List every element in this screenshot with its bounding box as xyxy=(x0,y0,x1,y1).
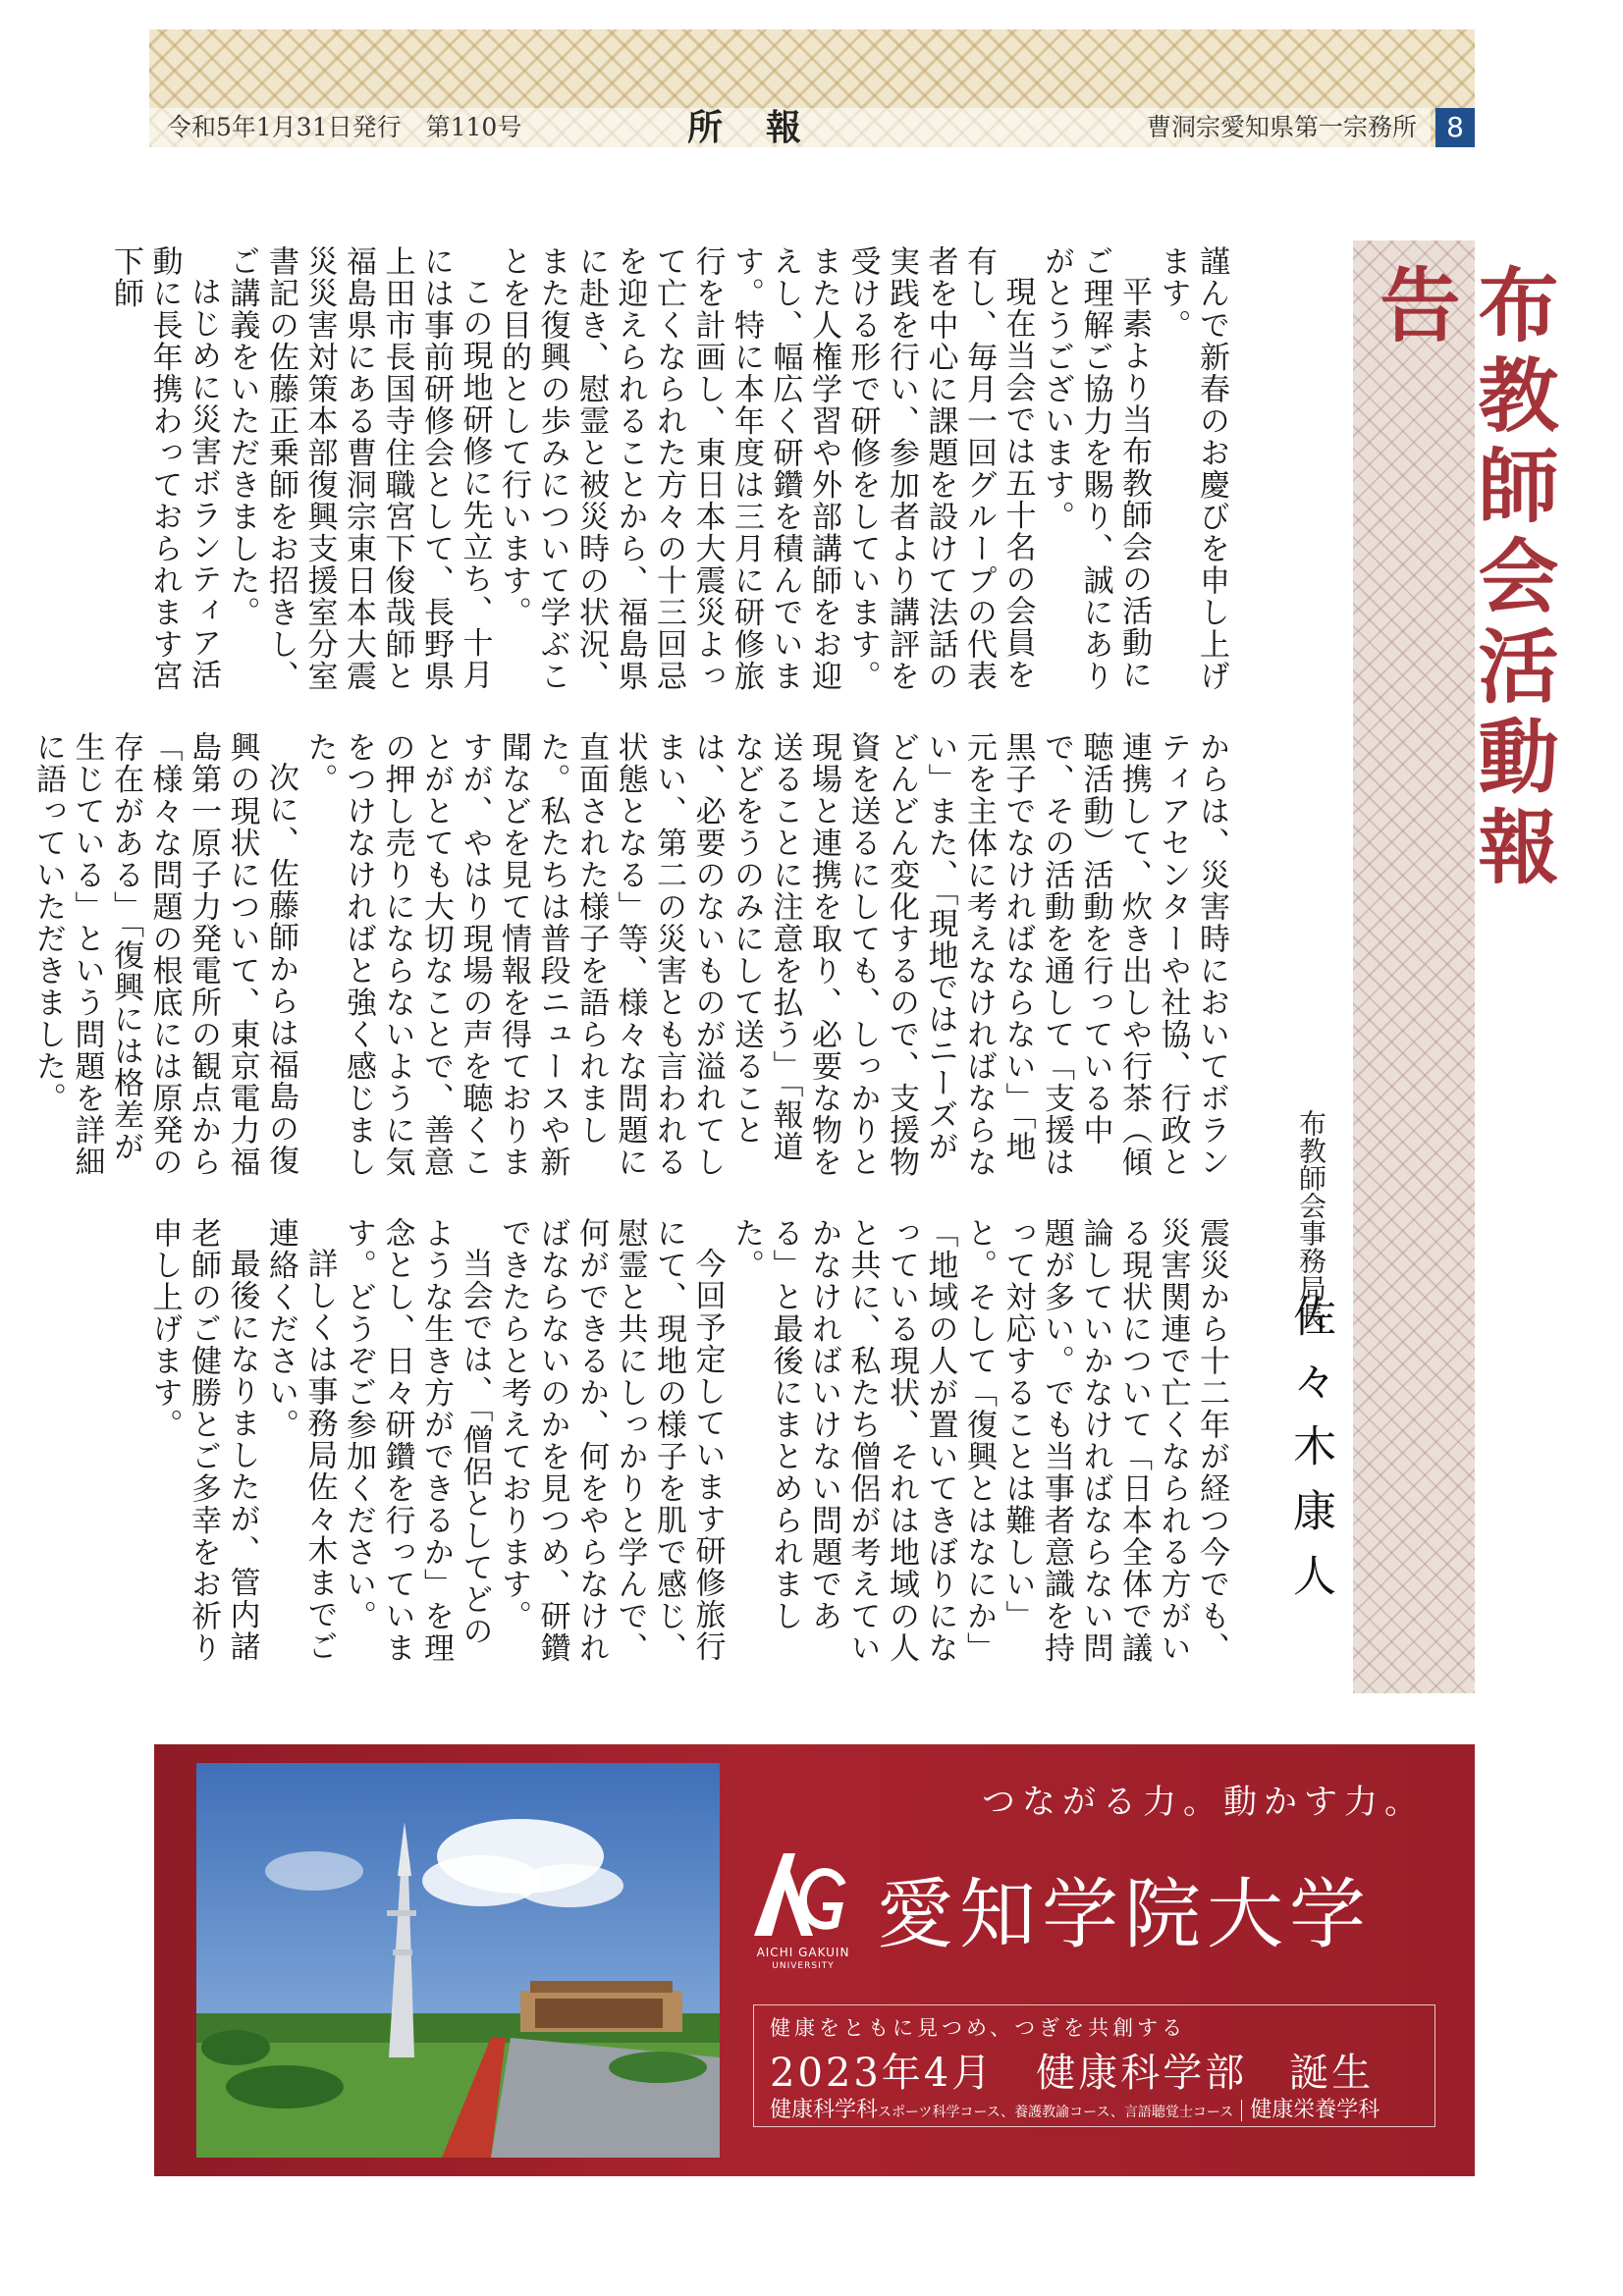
department-health-science: 健康科学科 xyxy=(770,2098,879,2122)
paragraph: 現在当会では五十名の会員を有し、毎月一回グループの代表者を中心に課題を設けて法話の実践を行い、参加者より講評を受ける形で研修をしています。また人権学習や外部講師をお迎えし、幅広く研鑽を積んでいます。特に本年度は三月に研修旅行を計画し、東日本大震災よって亡くなられた方々の十三回忌を迎えられることから、福島県に赴き、慰霊と被災時の状況、また復興の歩みについて学ぶことを目的として行います。 xyxy=(496,245,1036,692)
paragraph: 平素より当布教師会の活動にご理解ご協力を賜り、誠にありがとうございます。 xyxy=(1039,245,1152,692)
department-courses: スポーツ科学コース、養護教諭コース、言語聴覚士コース xyxy=(878,2105,1234,2120)
logo-caption xyxy=(739,1946,867,1973)
ad-tagline: つながる力。動かす力。 xyxy=(982,1783,1425,1822)
issue-date: 令和5年1月31日発行 第110号 xyxy=(167,113,522,141)
paragraph: この現地研修に先立ち、十月には事前研修会として、長野県上田市長国寺住職宮下俊哉師と福島県にある曹洞宗東日本大震災災害対策本部復興支援室分室書記の佐藤正乗師をお招きし、ご講義をいただきました。 xyxy=(224,245,493,692)
university-name: 愛知学院大学 xyxy=(877,1871,1373,1959)
department-divider xyxy=(1241,2100,1242,2121)
paragraph: 次に、佐藤師からは福島の復興の現状について、東京電力福島第一原子力発電所の観点から「様々な問題の根底には原発の存在がある」「復興には格差が生じている」という問題を詳細に語っていただきました。 xyxy=(30,731,298,1178)
department-nutrition: 健康栄養学科 xyxy=(1250,2098,1380,2122)
paragraph: 今回予定しています研修旅行にて、現地の様子を肌で感じ、慰霊と共にしっかりと学んで、何ができるか、何をやらなければならないのかを見つめ、研鑽できたらと考えております。 xyxy=(496,1217,726,1664)
paragraph: 謹んで新春のお慶びを申し上げます。 xyxy=(1155,245,1229,692)
office-name: 曹洞宗愛知県第一宗務所 xyxy=(1146,113,1417,141)
author-name: 佐々木康人 xyxy=(1285,1294,1335,1618)
ad-departments xyxy=(770,2093,1380,2123)
newsletter-title: 所報 xyxy=(687,107,845,148)
university-logo-icon xyxy=(744,1845,852,1944)
paragraph: 最後になりましたが、管内諸老師のご健勝とご多幸をお祈り申し上げます。 xyxy=(146,1217,260,1664)
paragraph: 震災から十二年が経つ今でも、災害関連で亡くなられる方がいる現状について「日本全体で議論していかなければならない問題が多い。でも当事者意識を持って対応することは難しい」と。そして「復興とはなにか」「地域の人が置いてきぼりになっている現状、それは地域の人と共に、私たち僧侶が考えていかなければいけない問題である」と最後にまとめられました。 xyxy=(729,1217,1229,1664)
paragraph: 詳しくは事務局佐々木までご連絡ください。 xyxy=(263,1217,338,1663)
author-role: 布教師会事務局長 xyxy=(1295,1109,1327,1329)
article-body-middle xyxy=(28,731,1231,1188)
article-body-upper xyxy=(106,245,1231,707)
article-body-lower xyxy=(144,1217,1230,1669)
campus-photo xyxy=(196,1763,720,2158)
paragraph: はじめに災害ボランティア活動に長年携わっておられます宮下師 xyxy=(108,245,221,692)
paragraph: からは、災害時においてボランティアセンターや社協、行政と連携して、炊き出しや行茶（傾聴活動）活動を行っている中で、その活動を通して「支援は黒子でなければならない」「地元を主体に考えなければならない」また、「現地ではニーズがどんどん変化するので、支援物資を送るにしても、しっかりと現場と連携を取り、必要な物を送ることに注意を払う」「報道などをうのみにして送ることは、必要のないものが溢れてしまい、第二の災害とも言われる状態となる」等、様々な問題に直面された様子を語られました。私たちは普段ニュースや新聞などを見て情報を得ておりますが、やはり現場の声を聴くことがとても大切なことで、善意の押し売りにならないように気をつけなければと強く感じました。 xyxy=(301,731,1229,1178)
ad-headline: 2023年4月 健康科学部 誕生 xyxy=(770,2051,1375,2096)
article-title: 布教師会活動報告 xyxy=(1367,263,1559,895)
logo-subtext: UNIVERSITY xyxy=(772,1961,835,1971)
page-number: 8 xyxy=(1435,108,1475,147)
logo-text: AICHI GAKUIN xyxy=(756,1946,850,1959)
ad-lead-text: 健康をともに見つめ、つぎを共創する xyxy=(770,2016,1187,2040)
paragraph: 当会では、「僧侶としてどのような生き方ができるか」を理念とし、日々研鑽を行っています。どうぞご参加ください。 xyxy=(341,1217,493,1664)
